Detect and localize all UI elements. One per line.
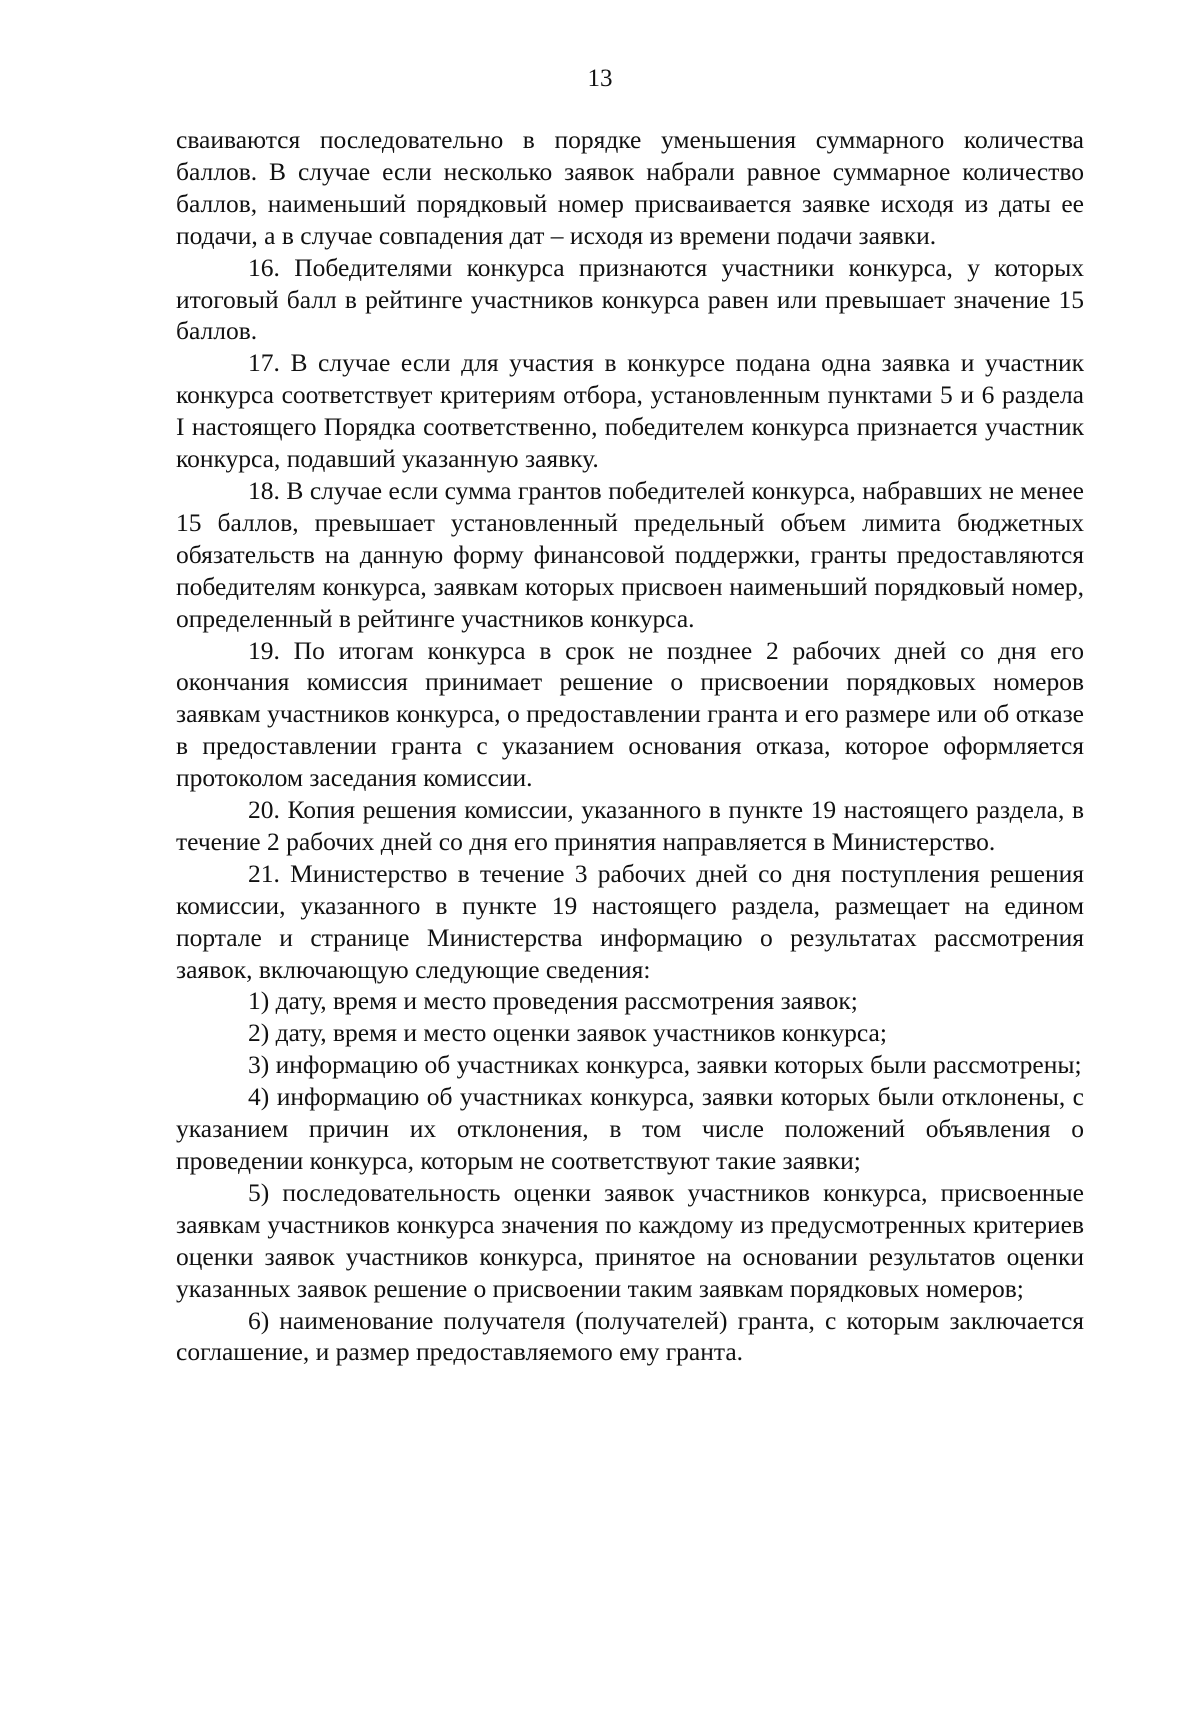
document-body: [176, 124, 1084, 1368]
list-item-4: 4) информацию об участниках конкурса, заявки которых были отклонены, с указанием причин их отклонения, в том числе положений объявления о проведении конкурса, которым не соответствуют такие заявки;: [176, 1082, 1084, 1175]
paragraph-17: 17. В случае если для участия в конкурсе подана одна заявка и участник конкурса соответствует критериям отбора, установленным пунктами 5 и 6 раздела I настоящего Порядка соответственно, победителем конкурса признается участник конкурса, подавший указанную заявку.: [176, 348, 1084, 474]
page-number: 13: [587, 65, 613, 92]
list-item-6: 6) наименование получателя (получателей) гранта, с которым заключается соглашение, и размер предоставляемого ему гранта.: [176, 1305, 1084, 1367]
paragraph-16: 16. Победителями конкурса признаются участники конкурса, у которых итоговый балл в рейтинге участников конкурса равен или превышает значение 15 баллов.: [176, 252, 1084, 346]
list-item-5: 5) последовательность оценки заявок участников конкурса, присвоенные заявкам участников конкурса значения по каждому из предусмотренных критериев оценки заявок участников конкурса, принятое на основании результатов оценки указанных заявок решение о присвоении таким заявкам порядковых номеров;: [176, 1177, 1084, 1303]
paragraph-18: 18. В случае если сумма грантов победителей конкурса, набравших не менее 15 баллов, превышает установленный предельный объем лимита бюджетных обязательств на данную форму финансовой поддержки, гранты предоставляются победителям конкурса, заявкам которых присвоен наименьший порядковый номер, определенный в рейтинге участников конкурса.: [176, 475, 1084, 633]
paragraph-continuation: сваиваются последовательно в порядке уменьшения суммарного количества баллов. В случае если несколько заявок набрали равное суммарное количество баллов, наименьший порядковый номер присваивается заявке исходя из даты ее подачи, а в случае совпадения дат – исходя из времени подачи заявки.: [176, 125, 1084, 250]
paragraph-21: 21. Министерство в течение 3 рабочих дней со дня поступления решения комиссии, указанного в пункте 19 настоящего раздела, размещает на едином портале и странице Министерства информацию о результатах рассмотрения заявок, включающую следующие сведения:: [176, 858, 1084, 984]
paragraph-19: 19. По итогам конкурса в срок не позднее 2 рабочих дней со дня его окончания комиссия принимает решение о присвоении порядковых номеров заявкам участников конкурса, о предоставлении гранта и его размере или об отказе в предоставлении гранта с указанием основания отказа, которое оформляется протоколом заседания комиссии.: [176, 635, 1084, 793]
list-item-2: 2) дату, время и место оценки заявок участников конкурса;: [248, 1018, 887, 1048]
list-item-1: 1) дату, время и место проведения рассмотрения заявок;: [248, 986, 858, 1016]
list-item-3: 3) информацию об участниках конкурса, заявки которых были рассмотрены;: [248, 1050, 1082, 1080]
paragraph-20: 20. Копия решения комиссии, указанного в пункте 19 настоящего раздела, в течение 2 рабочих дней со дня его принятия направляется в Министерство.: [176, 795, 1084, 856]
